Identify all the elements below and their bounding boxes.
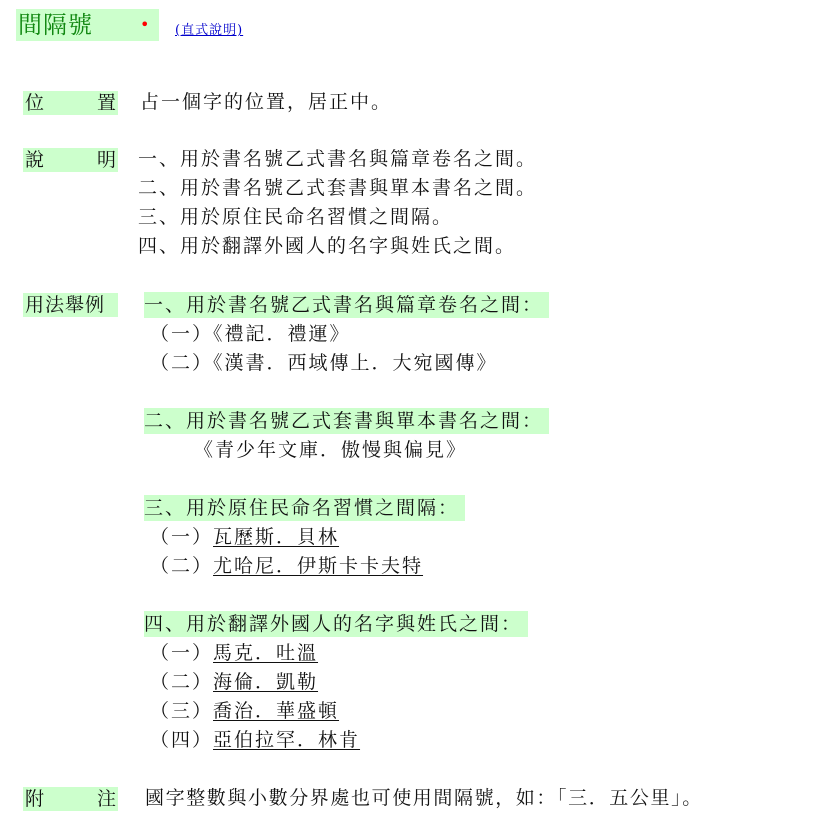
example-text: 馬克．吐溫 bbox=[213, 642, 319, 664]
usage-example bbox=[150, 698, 339, 724]
example-text: 《漢書．西域傳上．大宛國傳》 bbox=[213, 352, 498, 374]
label-usage: 用法舉例 bbox=[23, 293, 118, 317]
example-prefix: （二） bbox=[150, 555, 214, 577]
page-title: 間隔號 bbox=[18, 11, 93, 39]
example-text: 尤哈尼．伊斯卡卡夫特 bbox=[213, 555, 424, 577]
note-text: 國字整數與小數分界處也可使用間隔號，如：「三．五公里」。 bbox=[145, 787, 703, 809]
example-prefix: （三） bbox=[150, 700, 214, 722]
position-text: 占一個字的位置，居正中。 bbox=[140, 91, 393, 113]
label-note bbox=[23, 787, 118, 811]
explanation-line: 三、用於原住民命名習慣之間隔。 bbox=[138, 206, 454, 228]
page-title-box bbox=[16, 9, 159, 41]
example-text: 喬治．華盛頓 bbox=[213, 700, 340, 722]
label-explanation bbox=[23, 148, 118, 172]
vertical-explanation-link[interactable]: (直式說明) bbox=[175, 23, 244, 38]
example-text: 《禮記．禮運》 bbox=[213, 323, 351, 345]
usage-example bbox=[150, 321, 351, 347]
example-prefix: （四） bbox=[150, 729, 214, 751]
example-text: 瓦歷斯．貝林 bbox=[213, 526, 340, 548]
usage-example bbox=[150, 553, 423, 579]
usage-example bbox=[150, 350, 498, 376]
usage-heading: 二、用於書名號乙式套書與單本書名之間： bbox=[144, 408, 549, 434]
usage-example bbox=[150, 727, 360, 753]
usage-example bbox=[150, 524, 339, 550]
usage-example bbox=[150, 669, 318, 695]
label-position bbox=[23, 91, 118, 115]
label-char: 位 bbox=[25, 92, 45, 114]
usage-heading: 四、用於翻譯外國人的名字與姓氏之間： bbox=[144, 611, 528, 637]
usage-heading: 一、用於書名號乙式書名與篇章卷名之間： bbox=[144, 292, 549, 318]
example-prefix: （二） bbox=[150, 352, 214, 374]
label-char: 說 bbox=[25, 149, 45, 171]
example-prefix: （一） bbox=[150, 642, 214, 664]
example-text: 亞伯拉罕．林肯 bbox=[213, 729, 361, 751]
label-char: 附 bbox=[25, 788, 45, 810]
usage-example bbox=[150, 640, 318, 666]
example-prefix: （一） bbox=[150, 526, 214, 548]
example-text: 《青少年文庫．傲慢與偏見》 bbox=[194, 439, 468, 461]
example-text: 海倫．凱勒 bbox=[213, 671, 319, 693]
explanation-line: 二、用於書名號乙式套書與單本書名之間。 bbox=[138, 177, 538, 199]
example-prefix: （一） bbox=[150, 323, 214, 345]
label-char: 明 bbox=[96, 149, 116, 171]
explanation-line: 四、用於翻譯外國人的名字與姓氏之間。 bbox=[138, 235, 517, 257]
label-char: 置 bbox=[96, 92, 116, 114]
example-prefix: （二） bbox=[150, 671, 214, 693]
usage-heading: 三、用於原住民命名習慣之間隔： bbox=[144, 495, 465, 521]
separator-dot-icon: • bbox=[140, 15, 150, 34]
explanation-line: 一、用於書名號乙式書名與篇章卷名之間。 bbox=[138, 148, 538, 170]
usage-example bbox=[194, 437, 467, 463]
label-char: 注 bbox=[96, 788, 116, 810]
